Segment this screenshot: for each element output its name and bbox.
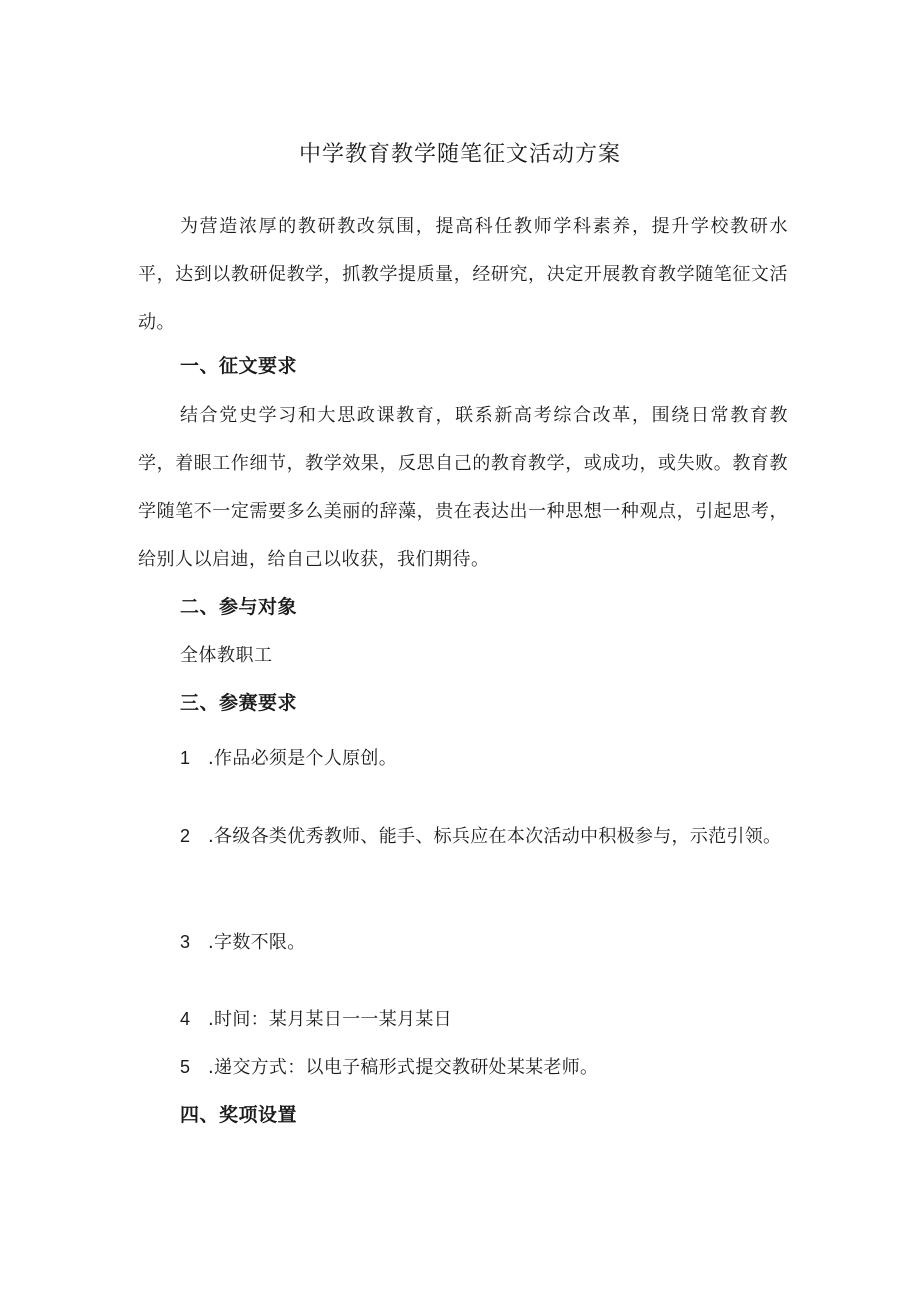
list-item-number: 2 [180,826,191,846]
list-item [180,1052,598,1083]
list-item-text: .作品必须是个人原创。 [208,748,398,769]
section-heading-participants: 二、参与对象 [180,596,298,618]
list-item [180,743,397,774]
list-item-text: .各级各类优秀教师、能手、标兵应在本次活动中积极参与，示范引领。 [208,826,782,847]
list-item-number: 1 [180,748,191,768]
section-heading-requirements: 一、征文要求 [180,355,298,377]
section-heading-awards: 四、奖项设置 [180,1104,298,1126]
list-item-text: .时间：某月某日一一某月某日 [208,1009,452,1030]
intro-paragraph: 为营造浓厚的教研教改氛围，提高科任教师学科素养，提升学校教研水平，达到以教研促教学，抓教学提质量，经研究，决定开展教育教学随笔征文活动。 [138,216,788,333]
list-item-number: 3 [180,932,191,952]
list-item-number: 4 [180,1009,191,1029]
list-item [180,1004,452,1035]
participants-text: 全体教职工 [180,645,273,666]
list-item-text: .字数不限。 [208,932,306,953]
list-item [138,812,788,861]
section-heading-entry-rules: 三、参赛要求 [180,692,298,714]
list-item [180,927,306,958]
list-item-text: .递交方式：以电子稿形式提交教研处某某老师。 [208,1057,599,1078]
document-title: 中学教育教学随笔征文活动方案 [298,142,621,167]
requirements-paragraph: 结合党史学习和大思政课教育，联系新高考综合改革，围绕日常教育教学，着眼工作细节，教学效果，反思自己的教育教学，或成功，或失败。教育教学随笔不一定需要多么美丽的辞藻，贵在表达出一种思想一种观点，引起思考，给别人以启迪，给自己以收获，我们期待。 [138,405,788,570]
list-item-number: 5 [180,1057,191,1077]
